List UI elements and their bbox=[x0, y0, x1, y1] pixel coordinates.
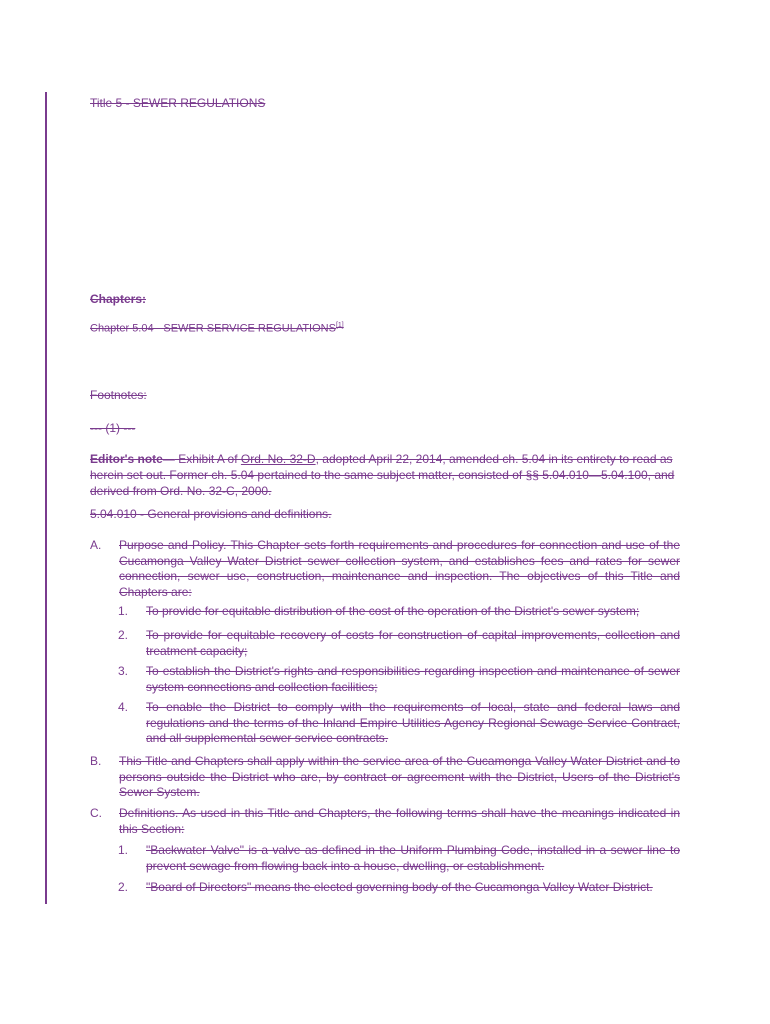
chapter-link[interactable] bbox=[90, 322, 344, 335]
footnote-marker: --- (1) --- bbox=[90, 421, 136, 435]
item-text: This Title and Chapters shall apply within the service area of the Cucamonga Valley Water District and to persons outside the District who are, by contract or agreement with the District, Users of the District's Sewer System. bbox=[119, 754, 680, 799]
list-item-b bbox=[90, 754, 680, 801]
item-text: "Board of Directors" means the elected governing body of the Cucamonga Valley Water District. bbox=[146, 880, 653, 894]
item-text: "Backwater Valve" is a valve as defined in the Uniform Plumbing Code, installed in a sewer line to prevent sewage from flowing back into a house, dwelling, or establishment. bbox=[146, 843, 680, 873]
editors-note-lead: Editor's note— bbox=[90, 452, 175, 466]
list-item-a1 bbox=[118, 604, 680, 620]
item-label: 2. bbox=[118, 880, 129, 894]
item-label: B. bbox=[90, 754, 102, 768]
list-item-a4 bbox=[118, 700, 680, 747]
item-label: 4. bbox=[118, 700, 129, 714]
chapters-heading: Chapters: bbox=[90, 292, 147, 306]
item-text: Definitions. As used in this Title and Chapters, the following terms shall have the meanings indicated in this Section: bbox=[119, 806, 680, 836]
ordinance-link[interactable]: Ord. No. 32-D bbox=[240, 452, 316, 466]
footnotes-heading: Footnotes: bbox=[90, 388, 147, 402]
list-item-a bbox=[90, 538, 680, 600]
change-bar bbox=[45, 92, 47, 904]
list-item-c1 bbox=[118, 843, 680, 874]
item-text: To enable the District to comply with the requirements of local, state and federal laws and regulations and the terms of the Inland Empire Utilities Agency Regional Sewage Service Contract, and all supplemental sewer service contracts. bbox=[146, 700, 680, 745]
editors-note-pre: Exhibit A of bbox=[174, 452, 241, 466]
item-label: 1. bbox=[118, 604, 129, 618]
list-item-c bbox=[90, 806, 680, 837]
list-item-a2 bbox=[118, 628, 680, 659]
item-text: To provide for equitable recovery of costs for construction of capital improvements, collection and treatment capacity; bbox=[146, 628, 680, 658]
footnote-ref[interactable]: [1] bbox=[335, 322, 344, 329]
editors-note-post: , adopted April 22, 2014, amended ch. 5.04 in its entirety to read as herein set out. Former ch. 5.04 pertained to the same subject matter, consisted of §§ 5.04.010—5.04.100, and derived from Ord. No. 32-C, 2000. bbox=[90, 452, 675, 498]
page-title: Title 5 - SEWER REGULATIONS bbox=[90, 96, 266, 110]
list-item-c2 bbox=[118, 880, 680, 896]
item-label: C. bbox=[90, 806, 102, 820]
item-label: A. bbox=[90, 538, 102, 552]
item-text: Purpose and Policy. This Chapter sets forth requirements and procedures for connection and use of the Cucamonga Valley Water District sewer collection system, and establishes fees and rates for sewer connection, sewer use, construction, maintenance and inspection. The objectives of this Title and Chapters are: bbox=[119, 538, 680, 599]
section-heading: 5.04.010 - General provisions and definitions. bbox=[90, 507, 332, 521]
item-text: To establish the District's rights and responsibilities regarding inspection and maintenance of sewer system connections and collection facilities; bbox=[146, 664, 680, 694]
list-item-a3 bbox=[118, 664, 680, 695]
item-label: 2. bbox=[118, 628, 129, 642]
item-text: To provide for equitable distribution of the cost of the operation of the District's sewer system; bbox=[146, 604, 640, 618]
editors-note bbox=[90, 451, 680, 499]
item-label: 1. bbox=[118, 843, 129, 857]
chapter-link-text[interactable]: Chapter 5.04 - SEWER SERVICE REGULATIONS bbox=[90, 322, 336, 335]
item-label: 3. bbox=[118, 664, 129, 678]
